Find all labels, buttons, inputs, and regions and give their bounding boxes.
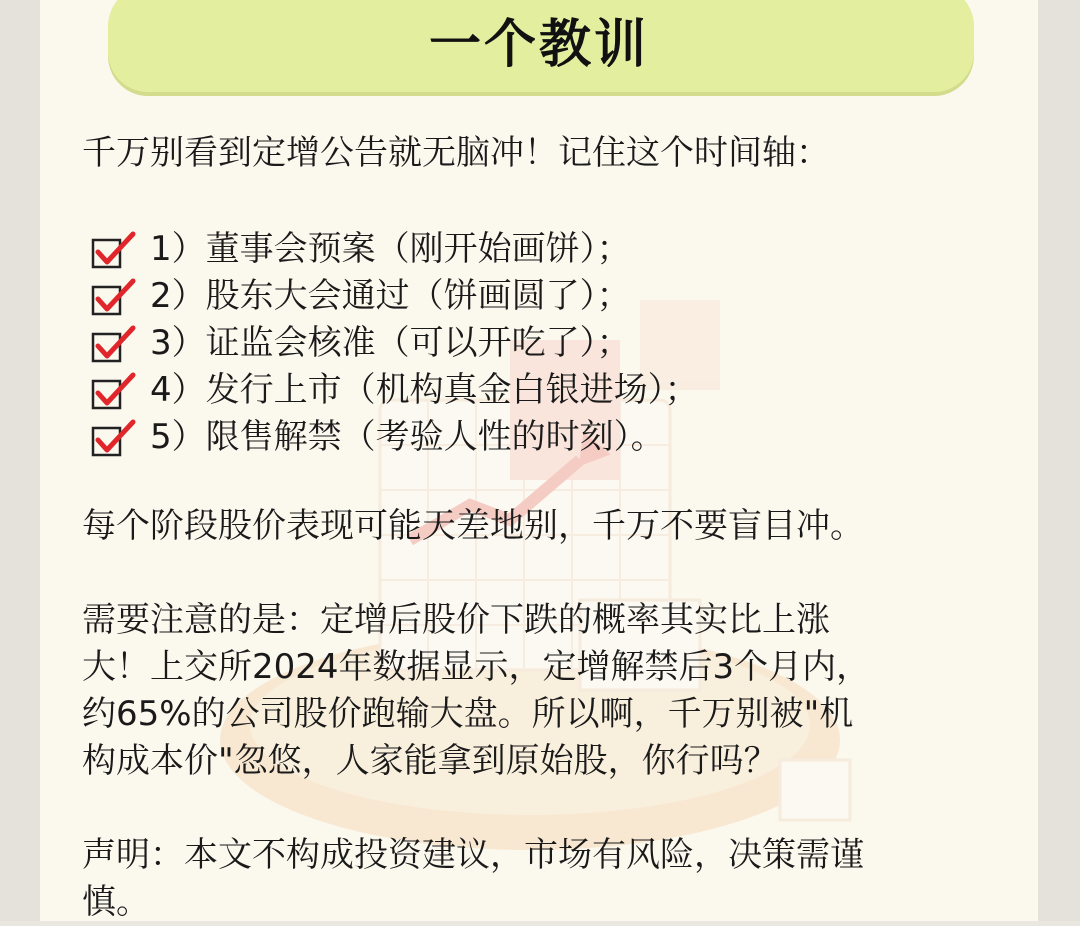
disclaimer-line: 慎。 bbox=[82, 882, 150, 922]
intro-text: 千万别看到定增公告就无脑冲！记住这个时间轴： bbox=[82, 133, 830, 173]
checkbox-check-icon bbox=[90, 277, 136, 317]
list-item bbox=[90, 273, 699, 320]
timeline-item-text: 3）证监会核准（可以开吃了）； bbox=[150, 323, 631, 363]
note-line: 大！上交所2024年数据显示，定增解禁后3个月内， bbox=[82, 647, 871, 687]
timeline-item-text: 4）发行上市（机构真金白银进场）； bbox=[150, 370, 699, 410]
timeline-list bbox=[90, 226, 699, 461]
note-line: 约65%的公司股价跑输大盘。所以啊，千万别被"机 bbox=[82, 694, 854, 734]
note-line: 需要注意的是：定增后股价下跌的概率其实比上涨 bbox=[82, 600, 830, 640]
warning-text: 每个阶段股价表现可能天差地别，千万不要盲目冲。 bbox=[82, 506, 864, 546]
note-line: 构成本价"忽悠，人家能拿到原始股，你行吗？ bbox=[82, 741, 778, 781]
checkbox-check-icon bbox=[90, 324, 136, 364]
checkbox-check-icon bbox=[90, 230, 136, 270]
checkbox-check-icon bbox=[90, 371, 136, 411]
checkbox-check-icon bbox=[90, 418, 136, 458]
timeline-item-text: 1）董事会预案（刚开始画饼）； bbox=[150, 229, 631, 269]
right-margin bbox=[1038, 0, 1080, 921]
page-title: 一个教训 bbox=[428, 15, 649, 75]
timeline-item-text: 5）限售解禁（考验人性的时刻）。 bbox=[150, 417, 665, 457]
list-item bbox=[90, 414, 699, 461]
timeline-item-text: 2）股东大会通过（饼画圆了）； bbox=[150, 276, 631, 316]
list-item bbox=[90, 367, 699, 414]
list-item bbox=[90, 226, 699, 273]
list-item bbox=[90, 320, 699, 367]
left-margin bbox=[0, 0, 40, 921]
disclaimer-line: 声明：本文不构成投资建议，市场有风险，决策需谨 bbox=[82, 835, 864, 875]
